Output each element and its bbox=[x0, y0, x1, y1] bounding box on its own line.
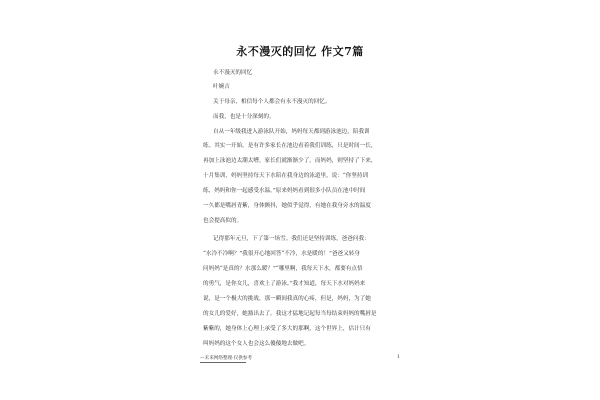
document-title: 永不漫灭的回忆 作文7篇 bbox=[236, 45, 364, 58]
text-line: 的女儿的爱好，她豁出去了。我这才猛地记起每当每结束妈妈的嘴唇是 bbox=[203, 311, 377, 317]
text-line: 练。其实一开始，是有许多家长在池边看着我们训练，只是时间一长， bbox=[203, 143, 377, 149]
text-line: 自从一年级我进入游泳队开始，妈妈每天都到游泳池边，陪我训 bbox=[213, 129, 370, 135]
text-line: “水冷不冷啊？”我很开心地回答“不冷，水是暖的！”爸爸又转身 bbox=[203, 251, 360, 257]
text-line: 而我，也是十分深刻的。 bbox=[213, 114, 275, 120]
text-line: 再加上泳池边太潮太嘈，家长们就渐渐少了。而妈妈，则坚持了下来， bbox=[203, 158, 377, 164]
text-line: 十月集训，妈妈坚持每天下水陪在我身边的泳道里，说：“你坚持训 bbox=[203, 173, 369, 179]
text-line: 记得那年元旦，下了第一场雪。我们还是坚持训练，爸爸问我： bbox=[213, 236, 370, 242]
text-line: 一久都是嘴唇青紫，身体颤抖，她似乎觉得，有她在我身旁水的温度 bbox=[203, 203, 371, 209]
text-line: 关于母亲，相信每个人都会有永不漫灭的回忆。 bbox=[213, 99, 331, 105]
footer-underline bbox=[200, 362, 246, 363]
text-line: 也会提高似的。 bbox=[203, 218, 243, 224]
footer-source-text: —未来网络整理·仅供参考 bbox=[200, 356, 252, 361]
text-line: 的勇气，是你女儿，喜欢上了游泳。”我才知道，每天下水对妈妈来 bbox=[203, 281, 366, 287]
page-footer bbox=[0, 355, 600, 365]
text-line: 紫紫的，她身体上心理上承受了多大的那啊，这个世界上，估计只有 bbox=[203, 326, 371, 332]
text-line: 说，是一个极大的挑战，那一瞬间我真的心疼，但是，妈妈，为了她 bbox=[203, 296, 371, 302]
text-line: 叶婉吉 bbox=[213, 84, 230, 90]
text-line: 问妈妈“是真的？水那么暖？”“哪里啊，我每天下水，都要有点悟 bbox=[203, 266, 363, 272]
text-line: 练，妈妈和你一起感受水温。”原来妈妈看到很多小队员在池中时间 bbox=[203, 188, 366, 194]
text-line: 叫妈妈的这个女人也会这么傻傻地去做吧。 bbox=[203, 341, 310, 347]
page-number: 1 bbox=[397, 355, 400, 360]
text-line: 永不漫灭的回忆 bbox=[213, 70, 253, 76]
